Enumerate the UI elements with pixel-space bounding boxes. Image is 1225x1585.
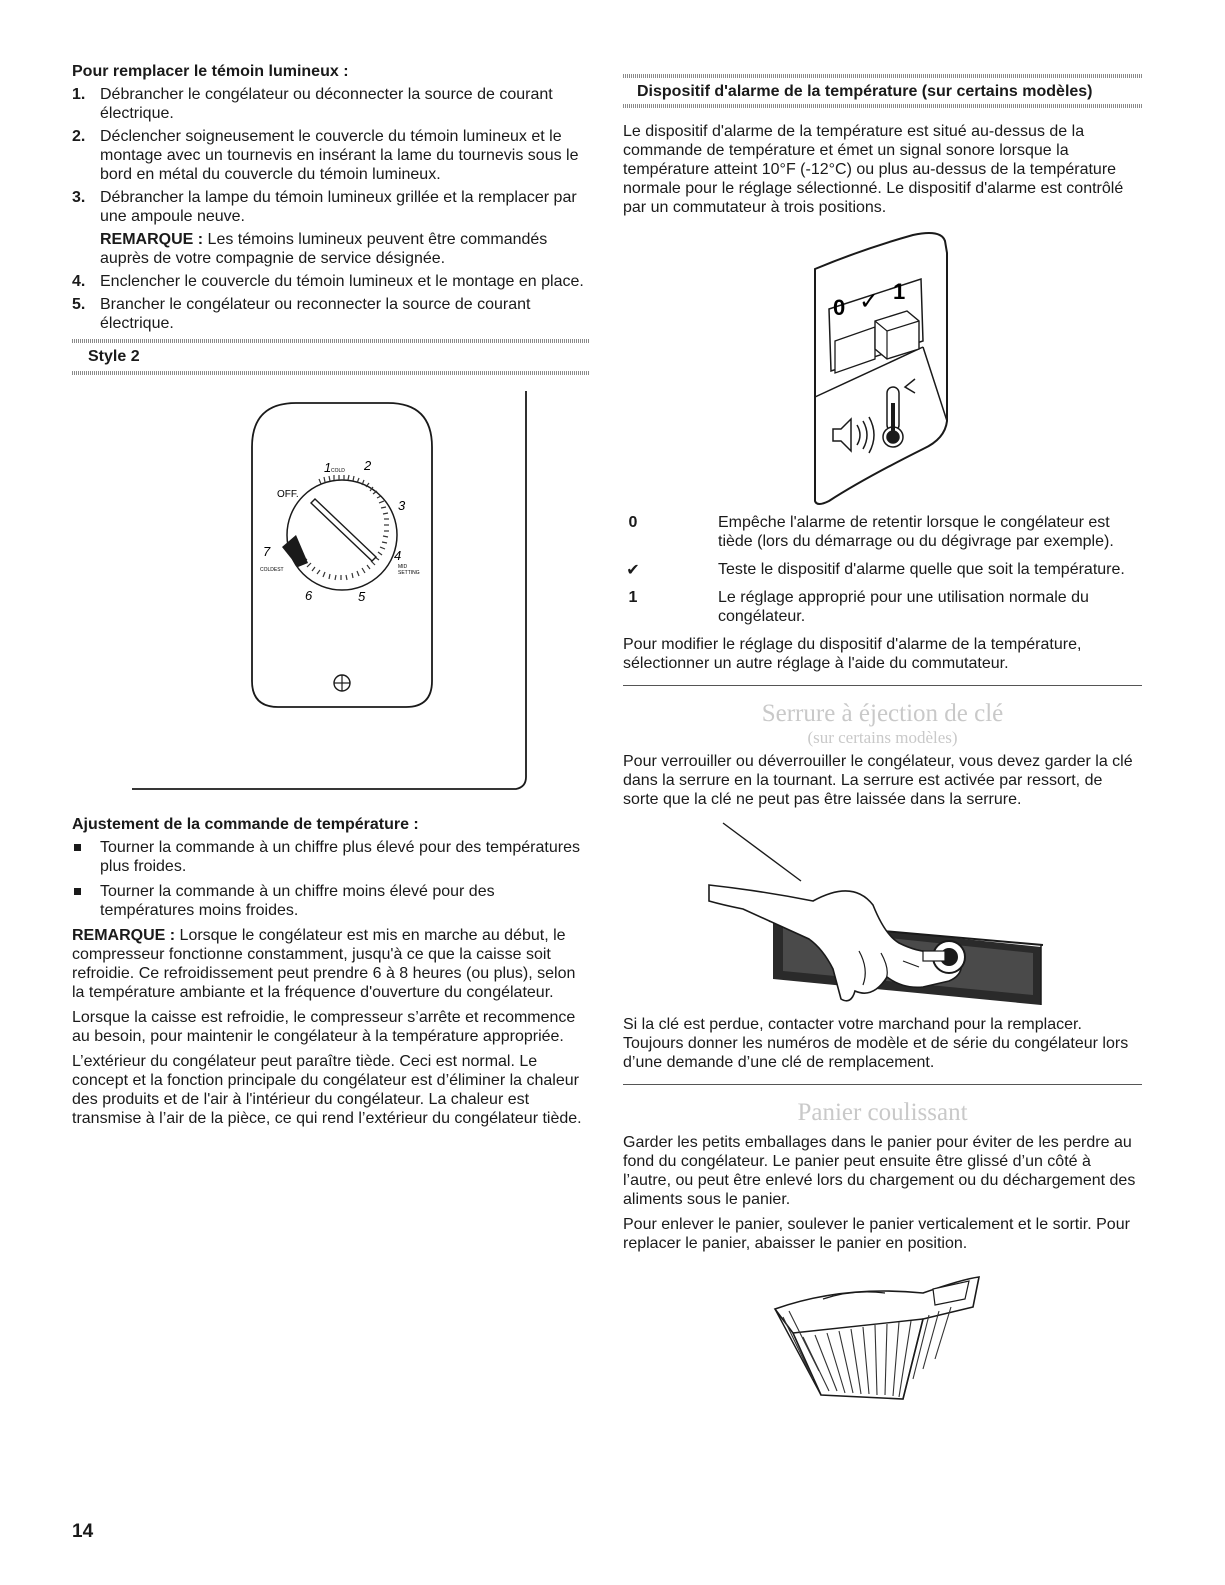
dial-label-coldest: COLDEST (260, 567, 284, 573)
sliding-basket-illustration (623, 1259, 1142, 1409)
compressor-remark (72, 926, 590, 1002)
step-item (72, 127, 590, 184)
alarm-settings-list (623, 513, 1142, 626)
hand-key-illustration (623, 809, 1142, 1009)
setting-symbol: 0 (628, 514, 638, 531)
adjust-bullets (72, 838, 590, 920)
note-text: Les témoins lumineux peuvent être commandés auprès de votre compagnie de service désignée. (100, 231, 548, 267)
alarm-label-check: ✓ (859, 287, 880, 315)
left-column (72, 62, 590, 1134)
alarm-label-1: 1 (893, 279, 906, 304)
remark-text: Lorsque le congélateur est mis en marche au début, le compresseur fonctionne constamment, jusqu'à ce que la caisse soit refroidie. Ce refroidissement peut prendre 6 à 8 heures (ou plus), selon la température ambiante et la fréquence d'ouverture du congélateur. (72, 927, 576, 1001)
dial-label-setting: SETTING (398, 570, 420, 576)
setting-text: Teste le dispositif d'alarme quelle que soit la température. (718, 561, 1125, 578)
basket-paragraph-1: Garder les petits emballages dans le panier pour éviter de les perdre au fond du congélateur. Le panier peut ensuite être glissé d’un côté à l’autre, ou peut être enlevé lors du chargement ou du déchargement des aliments sous le panier. (623, 1134, 1136, 1208)
dial-label-off: OFF. (277, 489, 299, 500)
dial-label-6: 6 (305, 588, 313, 603)
setting-row-1 (623, 588, 1142, 626)
step-text: Brancher le congélateur ou reconnecter la source de courant électrique. (100, 296, 531, 332)
alarm-intro-paragraph: Le dispositif d'alarme de la température est situé au-dessus de la commande de température et émet un signal sonore lorsque la température atteint 10°F (-12°C) ou plus au-dessus de la température normale pour le réglage sélectionné. Le dispositif d'alarme est contrôlé par un commutateur à trois positions. (623, 123, 1124, 216)
step-number: 5. (72, 296, 86, 313)
lost-key-paragraph: Si la clé est perdue, contacter votre marchand pour la remplacer. Toujours donner les numéros de modèle et de série du congélateur lors d’une demande d’une clé de remplacement. (623, 1016, 1129, 1071)
exterior-warm-paragraph: L’extérieur du congélateur peut paraître tiède. Ceci est normal. Le concept et la fonction principale du congélateur est d’éliminer la chaleur des produits et de l'air à l'intérieur du congélateur. La chaleur est transmise à l’air de la pièce, ce qui rend l’extérieur du congélateur tiède. (72, 1053, 582, 1127)
bullet-item (72, 838, 590, 876)
dial-label-1: 1 (324, 460, 332, 475)
step-text: Déclencher soigneusement le couvercle du témoin lumineux et le montage avec un tournevis en insérant la lame du tournevis sous le bord en métal du couvercle du témoin lumineux. (100, 128, 579, 183)
section-divider (623, 1084, 1142, 1085)
replace-light-heading: Pour remplacer le témoin lumineux : (72, 63, 349, 80)
hatch-rule-bottom (623, 104, 1142, 108)
step-text: Débrancher la lampe du témoin lumineux grillée et la remplacer par une ampoule neuve. (100, 189, 577, 225)
temperature-control-figure (72, 375, 590, 813)
replace-steps-list (72, 85, 590, 226)
note-label: REMARQUE : (100, 231, 204, 248)
alarm-heading: Dispositif d'alarme de la température (sur certains modèles) (637, 83, 1093, 100)
dial-label-4: 4 (394, 548, 402, 563)
bullet-square-icon (74, 888, 81, 895)
speaker-icon (833, 417, 874, 453)
replace-steps-list-continued (72, 272, 590, 333)
step-number: 3. (72, 189, 86, 206)
step-note (72, 230, 590, 268)
key-lock-title: Serrure à éjection de clé (761, 700, 1004, 727)
step-number: 1. (72, 86, 86, 103)
dial-label-7: 7 (263, 544, 271, 559)
bullet-text: Tourner la commande à un chiffre plus élevé pour des températures plus froides. (100, 839, 580, 875)
bullet-item (72, 882, 590, 920)
step-item (72, 295, 590, 333)
step-text: Débrancher le congélateur ou déconnecter la source de courant électrique. (100, 86, 553, 122)
basket-title: Panier coulissant (797, 1099, 968, 1126)
step-text: Enclencher le couvercle du témoin lumineux et le montage en place. (100, 273, 584, 290)
dial-label-2: 2 (364, 458, 372, 473)
adjust-control-heading: Ajustement de la commande de température : (72, 816, 419, 833)
alarm-change-paragraph: Pour modifier le réglage du dispositif d'alarme de la température, sélectionner un autre réglage à l'aide du commutateur. (623, 636, 1082, 672)
step-item (72, 272, 590, 291)
alarm-switch-figure (623, 217, 1142, 513)
key-lock-figure (623, 809, 1142, 1009)
thermometer-icon (883, 379, 915, 447)
setting-row-check (623, 560, 1142, 579)
style-2-band (72, 339, 590, 375)
bullet-square-icon (74, 844, 81, 851)
setting-text: Empêche l'alarme de retentir lorsque le congélateur est tiède (lors du démarrage ou du dégivrage par exemple). (718, 514, 1114, 550)
bullet-text: Tourner la commande à un chiffre moins élevé pour des températures moins froides. (100, 883, 495, 919)
step-number: 4. (72, 273, 86, 290)
setting-row-0 (623, 513, 1142, 551)
section-divider (623, 685, 1142, 686)
page-number: 14 (72, 1521, 94, 1542)
key-lock-subtitle: (sur certains modèles) (807, 728, 958, 747)
step-number: 2. (72, 128, 86, 145)
checkmark-icon: ✔ (626, 560, 640, 579)
setting-text: Le réglage approprié pour une utilisation normale du congélateur. (718, 589, 1089, 625)
basket-figure (623, 1259, 1142, 1409)
step-item (72, 188, 590, 226)
dial-label-3: 3 (398, 498, 406, 513)
basket-paragraph-2: Pour enlever le panier, soulever le panier verticalement et le sortir. Pour replacer le panier, abaisser le panier en position. (623, 1216, 1130, 1252)
step-item (72, 85, 590, 123)
dial-label-mid: MID (398, 564, 408, 570)
style-label: Style 2 (88, 348, 140, 365)
alarm-panel-illustration (623, 217, 1142, 513)
dial-label-5: 5 (358, 589, 366, 604)
setting-symbol: 1 (628, 589, 638, 606)
right-column (623, 74, 1142, 1409)
alarm-label-0: 0 (833, 295, 846, 320)
temperature-dial-illustration (72, 375, 590, 813)
key-lock-paragraph: Pour verrouiller ou déverrouiller le congélateur, vous devez garder la clé dans la serrure en la tournant. La serrure est activée par ressort, de sorte que la clé ne peut pas être laissée dans la serrure. (623, 753, 1133, 808)
remark-label: REMARQUE : (72, 927, 176, 944)
dial-label-cold: COLD (331, 468, 345, 474)
cooling-paragraph: Lorsque la caisse est refroidie, le compresseur s’arrête et recommence au besoin, pour maintenir le congélateur à la température appropriée. (72, 1009, 576, 1045)
